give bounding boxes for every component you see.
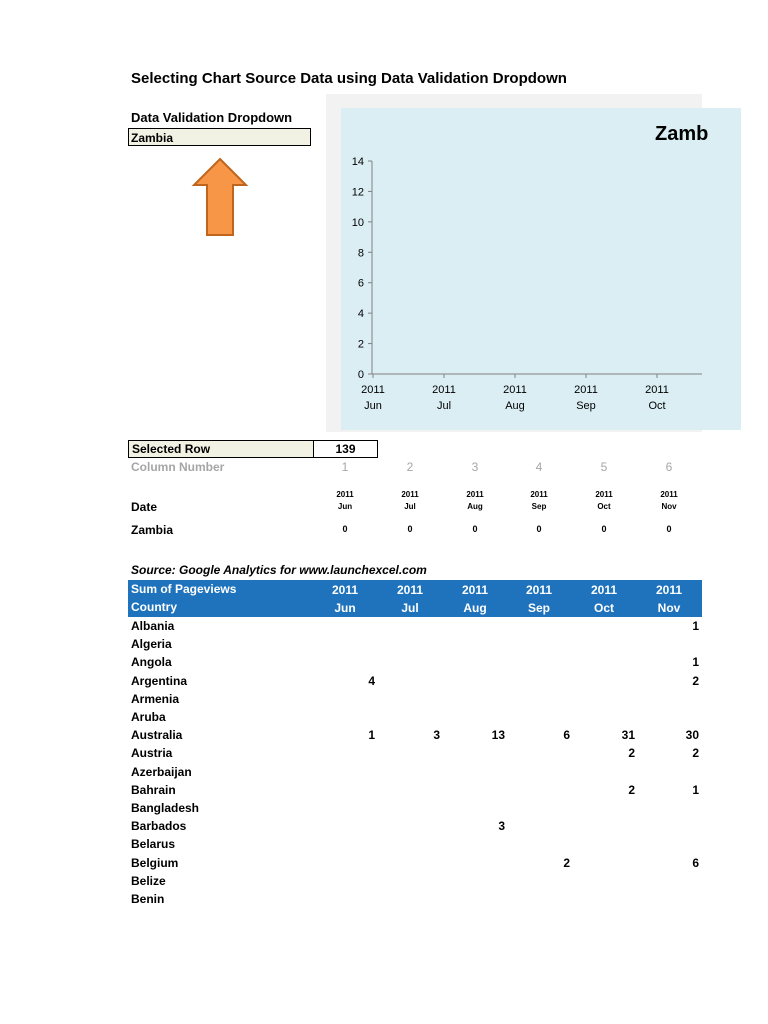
pivot-header-month: Jul [401,601,419,615]
pivot-cell: 3 [498,819,505,834]
date-header [325,489,365,513]
pivot-header-year: 2011 [655,583,683,597]
pivot-cell: 1 [692,655,699,670]
date-header [455,489,495,513]
pivot-country: Belize [131,873,166,888]
date-header-year: 2011 [401,490,419,499]
pivot-cell: 2 [692,673,699,688]
chart-y-tick-label: 0 [357,369,364,381]
column-number: 1 [341,460,349,474]
chart-x-tick-year: 2011 [432,384,456,396]
pivot-country: Australia [131,728,183,743]
page-title: Selecting Chart Source Data using Data Validation Dropdown [131,70,567,87]
date-header [390,489,430,513]
zambia-value: 0 [536,524,542,534]
column-number: 2 [406,460,414,474]
pivot-header-year: 2011 [461,583,489,597]
pivot-cell: 1 [368,728,375,743]
pivot-country: Barbados [131,819,187,834]
source-note: Source: Google Analytics for www.launchexcel.com [131,563,427,577]
pivot-cell: 2 [692,746,699,761]
pivot-header-year: 2011 [331,583,359,597]
pivot-country: Albania [131,619,175,633]
selected-row-label: Selected Row [128,440,314,458]
date-header-month: Oct [597,502,611,511]
pivot-country: Bangladesh [131,801,200,815]
chart-x-tick-year: 2011 [645,384,669,396]
pivot-header-month: Oct [593,601,614,615]
pivot-header-year: 2011 [590,583,618,597]
date-header-month: Nov [661,502,677,511]
pivot-cell: 6 [692,855,699,870]
country-dropdown[interactable]: Zambia [128,128,311,146]
column-number: 3 [471,460,479,474]
pivot-cell: 2 [628,746,635,761]
pivot-country: Belarus [131,837,176,852]
pivot-cell: 30 [685,728,699,743]
chart-area [326,94,709,432]
selected-row-value[interactable]: 139 [313,440,378,458]
pivot-header-month: Nov [657,601,681,615]
chart-x-tick-month: Oct [648,400,666,412]
zambia-value: 0 [666,524,672,534]
pivot-cell: 2 [628,782,635,797]
chart-x-tick-month: Aug [505,400,525,412]
pivot-country: Argentina [131,673,188,688]
pivot-cell: 13 [491,728,505,743]
pivot-cell: 4 [368,673,375,688]
column-number: 4 [535,460,543,474]
date-header [519,489,559,513]
date-header-year: 2011 [530,490,548,499]
date-header-year: 2011 [660,490,678,499]
zambia-value: 0 [407,524,413,534]
zambia-label: Zambia [131,523,174,537]
line-chart [326,94,709,432]
pivot-country: Bahrain [131,782,176,797]
date-header-month: Jul [404,502,416,511]
date-header-month: Aug [467,502,483,511]
date-header [584,489,624,513]
pivot-cell: 3 [433,728,440,743]
zambia-value: 0 [472,524,478,534]
chart-x-tick-month: Jun [364,400,382,412]
date-header-month: Jun [337,502,353,511]
chart-x-tick-month: Jul [436,400,452,412]
date-header-year: 2011 [336,490,354,499]
pivot-cell: 1 [692,782,699,797]
pivot-cell: 1 [692,619,699,633]
chart-y-tick-label: 12 [351,186,364,199]
pivot-header-month: Jun [334,601,356,615]
pivot-header-month: Aug [463,601,487,615]
pivot-country: Armenia [131,691,180,706]
pivot-header [128,580,702,617]
chart-x-tick-year: 2011 [574,384,598,396]
chart-plot-background [341,108,741,430]
column-number: 5 [600,460,608,474]
chart-y-tick-label: 6 [357,277,364,290]
chart-x-tick-month: Sep [576,400,596,412]
pivot-country: Azerbaijan [131,764,192,779]
date-label: Date [131,500,158,514]
pivot-country: Aruba [131,710,166,724]
pivot-header-country[interactable]: Country [131,600,177,614]
chart-y-tick-label: 4 [357,308,364,321]
column-number-label: Column Number [131,460,225,474]
chart-x-tick-year: 2011 [361,384,385,396]
pivot-country: Angola [131,655,172,670]
pivot-header-year: 2011 [396,583,424,597]
pivot-cell: 31 [621,728,635,743]
column-number: 6 [665,460,673,474]
chart-title: Zamb [655,123,709,145]
pivot-header-month: Sep [527,601,550,615]
pivot-country: Algeria [131,637,172,652]
zambia-value: 0 [342,524,348,534]
date-header-year: 2011 [466,490,484,499]
dropdown-label: Data Validation Dropdown [131,110,293,125]
pivot-header-sum: Sum of Pageviews [131,582,237,596]
date-header-year: 2011 [595,490,613,499]
date-header-month: Sep [531,502,547,511]
pivot-cell: 6 [563,728,570,743]
pivot-cell: 2 [563,855,570,870]
pivot-country: Belgium [131,855,179,870]
zambia-value: 0 [601,524,607,534]
pivot-country: Austria [131,746,173,761]
chart-y-tick-label: 2 [357,338,364,351]
pivot-header-year: 2011 [525,583,553,597]
date-header [649,489,689,513]
up-arrow-icon [192,158,248,238]
chart-x-tick-year: 2011 [503,384,527,396]
chart-y-tick-label: 10 [351,216,364,229]
chart-y-tick-label: 14 [351,156,364,168]
chart-y-tick-label: 8 [357,247,364,260]
pivot-country: Benin [131,892,165,906]
